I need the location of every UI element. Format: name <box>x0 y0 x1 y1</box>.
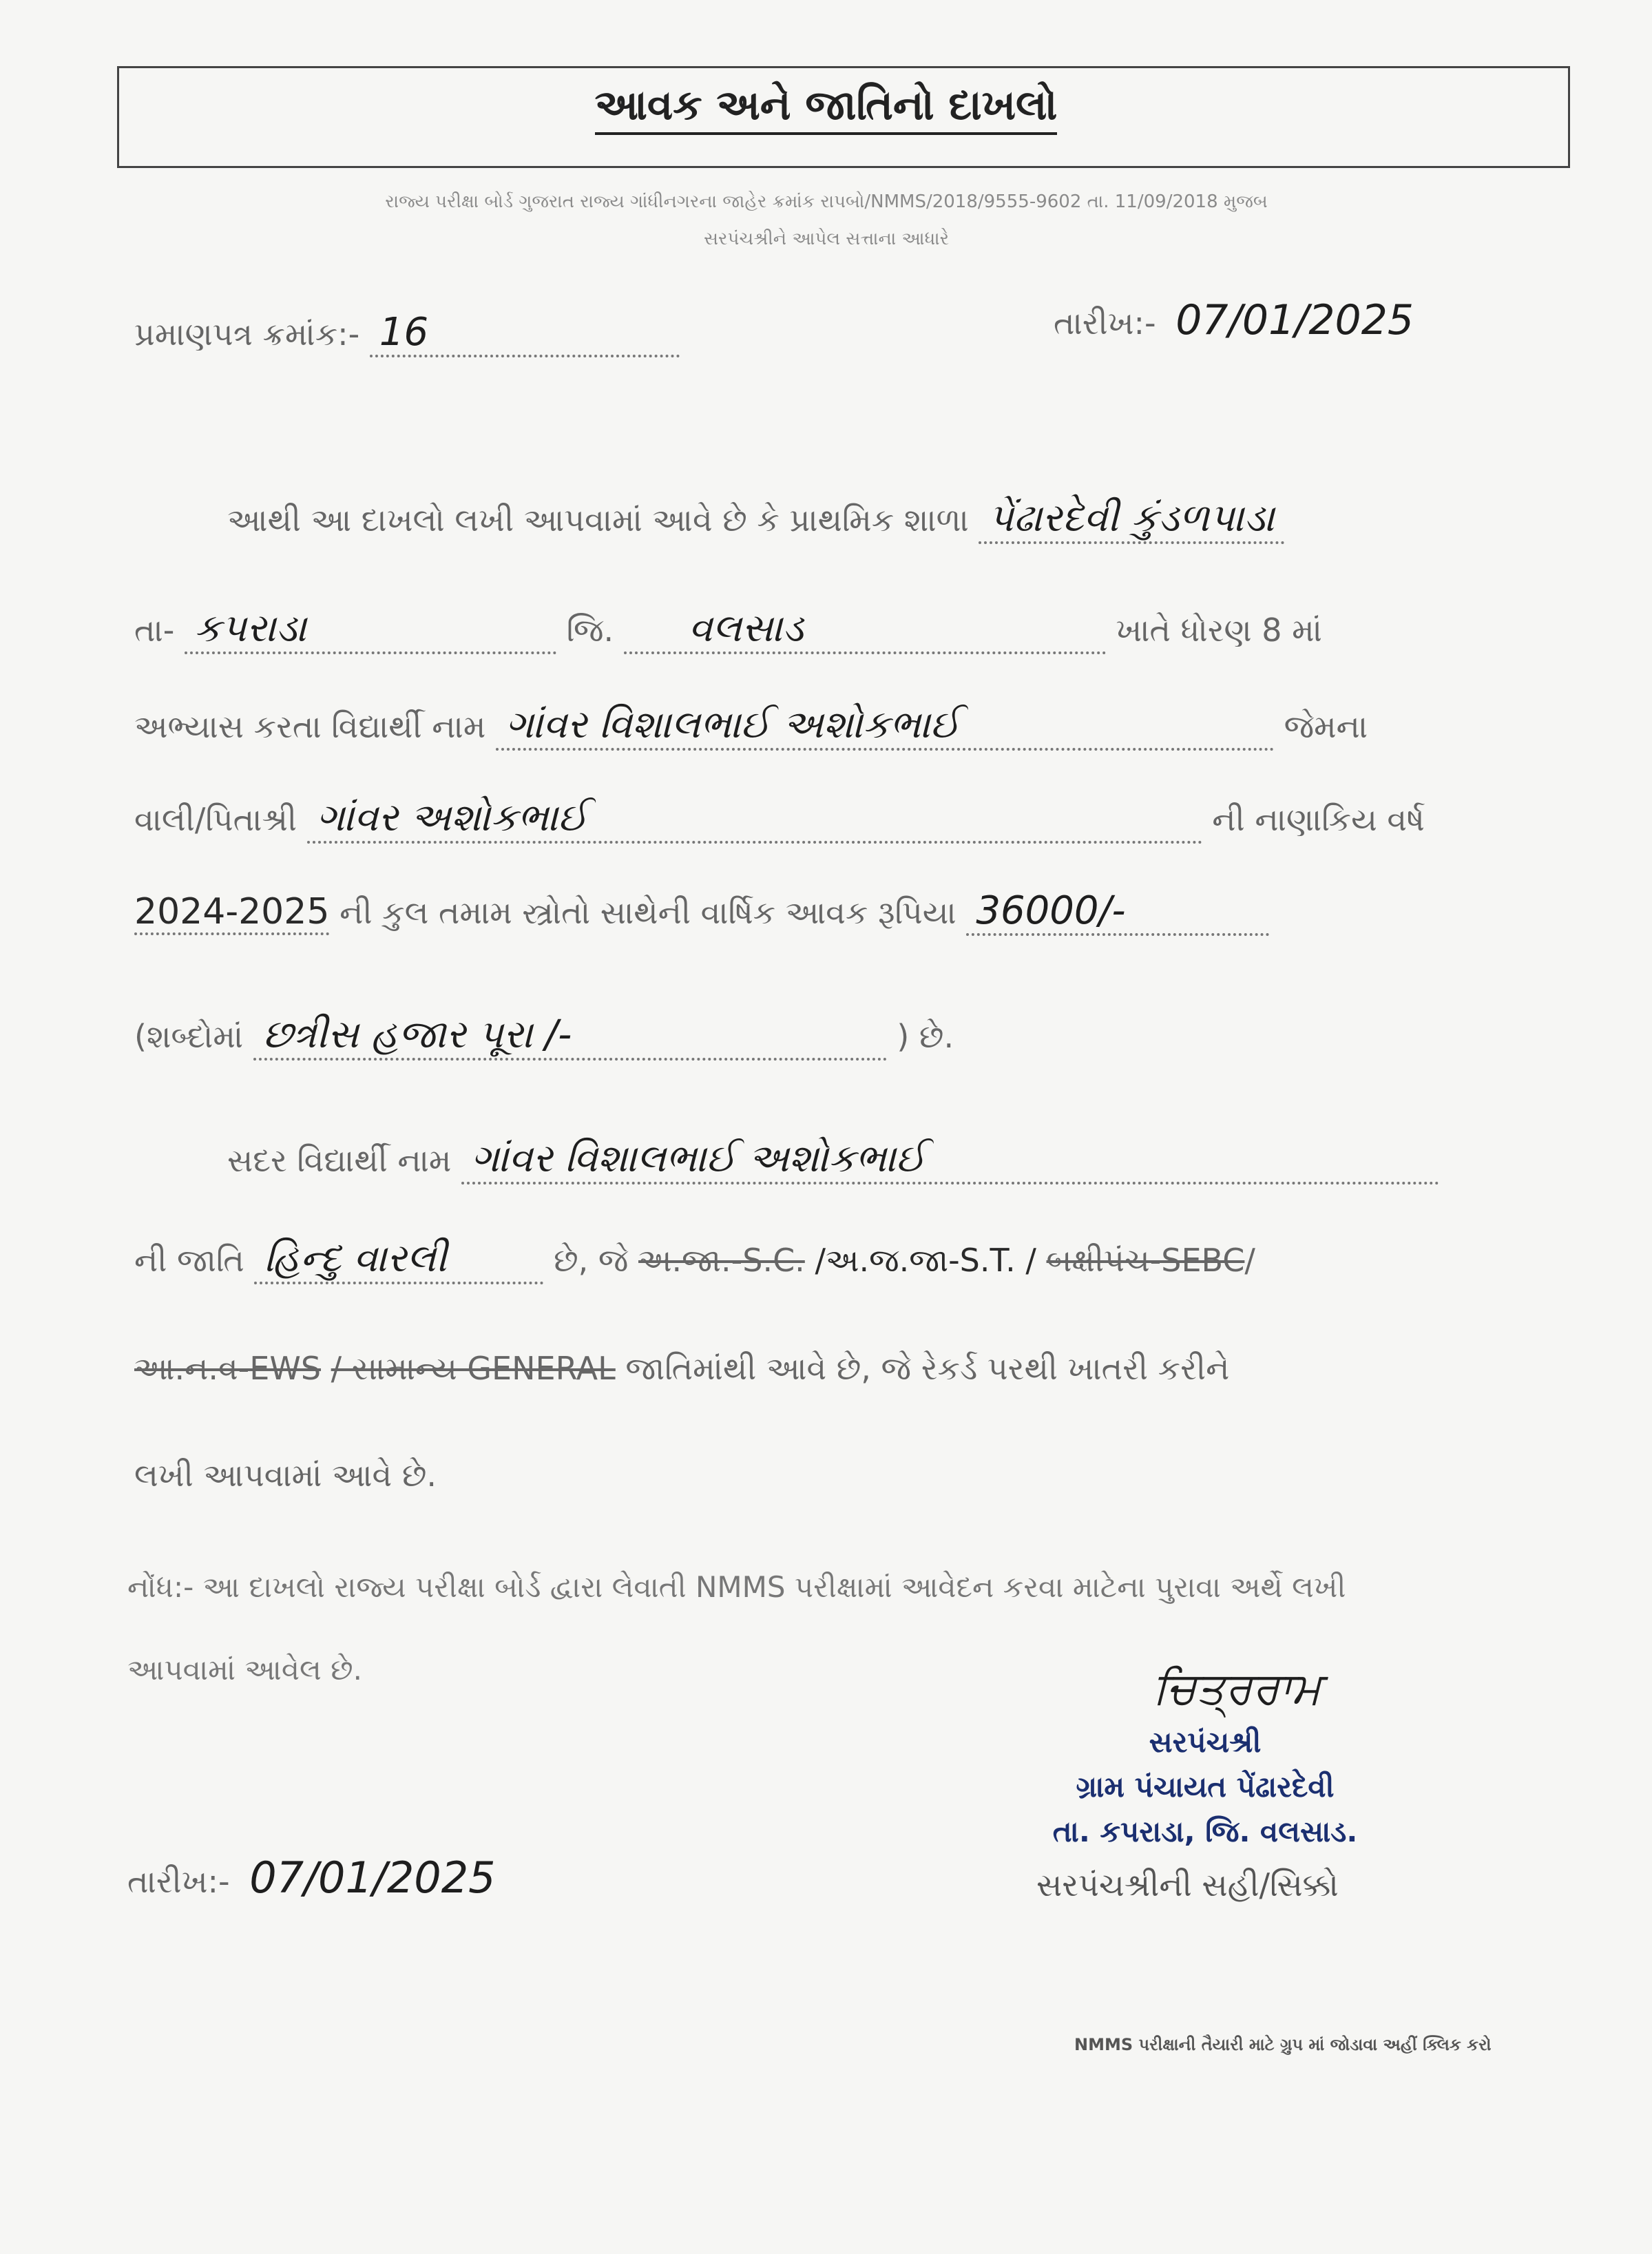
para-line-9 <box>134 1350 1229 1388</box>
footer-date-label: તારીખ:- <box>127 1863 230 1900</box>
certificate-number-row <box>134 310 680 357</box>
para-line-6 <box>134 1012 954 1061</box>
category-sebc: બક્ષીપંચ-SEBC <box>1046 1242 1245 1279</box>
para-line-1 <box>227 496 1284 544</box>
stamp-line-3: તા. કપરાડા, જિ. વલસાડ. <box>1052 1815 1358 1848</box>
standard-text: ખાતે ધોરણ 8 માં <box>1116 612 1322 649</box>
guardian-label: વાલી/પિતાશ્રી <box>134 801 297 838</box>
category-prefix: છે, જે <box>554 1242 629 1279</box>
student-name: ગાંવર વિશાલભાઈ અશોકભાઈ <box>505 702 961 747</box>
para-line-7 <box>227 1136 1439 1185</box>
para-line-5 <box>134 888 1269 936</box>
stamp-line-2: ગ્રામ પંચાયત પેંઢારદેવી <box>1076 1770 1335 1804</box>
income-in-words: છત્રીસ હજાર પૂરા /- <box>262 1012 572 1057</box>
line3-end: જેમના <box>1284 708 1368 745</box>
note-line-2: આપવામાં આવેલ છે. <box>127 1653 362 1687</box>
stamp-line-1: સરપંચશ્રી <box>1149 1725 1262 1759</box>
note-line-1: નોંધ:- આ દાખલો રાજ્ય પરીક્ષા બોર્ડ દ્વારા લેવાતી NMMS પરીક્ષામાં આવેદન કરવા માટેના પુરાવા અર્થે લખી <box>127 1570 1346 1604</box>
footer-group-link[interactable]: NMMS પરીક્ષાની તૈયારી માટે ગ્રુપ માં જોડાવા અહીં ક્લિક કરો <box>1074 2035 1492 2054</box>
category-general: / સામાન્ય GENERAL <box>331 1350 616 1387</box>
taluka-value: કપરાડા <box>194 606 307 651</box>
date-label: તારીખ:- <box>1054 304 1156 342</box>
footer-date-row <box>127 1853 505 1903</box>
district-label: જિ. <box>566 612 614 649</box>
subtitle-line-1: રાજ્ય પરીક્ષા બોર્ડ ગુજરાત રાજ્ય ગાંધીનગરના જાહેર ક્રમાંક રાપબો/NMMS/2018/9555-9602 તા. 11/09/2018 મુજબ <box>385 191 1268 212</box>
date-value: 07/01/2025 <box>1175 296 1414 344</box>
signature-caption: સરપંચશ્રીની સહી/સિક્કો <box>1036 1866 1339 1903</box>
para-line-10: લખી આપવામાં આવે છે. <box>134 1457 437 1494</box>
line5-text: ની કુલ તમામ સ્ત્રોતો સાથેની વાર્ષિક આવક રૂપિયા <box>339 894 956 931</box>
line1-text: આથી આ દાખલો લખી આપવામાં આવે છે કે પ્રાથમિક શાળા <box>227 501 969 539</box>
category-st: /અ.જ.જા-S.T. / <box>815 1242 1036 1279</box>
category-ews: આ.ન.વ-EWS <box>134 1350 322 1387</box>
document-title: આવક અને જાતિનો દાખલો <box>0 81 1652 129</box>
line9-end: જાતિમાંથી આવે છે, જે રેકર્ડ પરથી ખાતરી કરીને <box>625 1350 1230 1387</box>
father-name: ગાંવર અશોકભાઈ <box>316 795 588 840</box>
certificate-number: 16 <box>379 310 429 355</box>
student-name-2: ગાંવર વિશાલભાઈ અશોકભાઈ <box>471 1136 926 1181</box>
caste-label: ની જાતિ <box>134 1242 244 1279</box>
words-end: ) છે. <box>897 1018 954 1055</box>
para-line-2 <box>134 606 1322 654</box>
para-line-3 <box>134 702 1368 751</box>
para-line-4 <box>134 795 1425 844</box>
subtitle-line-2: સરપંચશ્રીને આપેલ સત્તાના આધારે <box>703 229 950 249</box>
line4-end: ની નાણાકિય વર્ષ <box>1212 801 1425 838</box>
para-line-8: ની જાતિ હિન્દુ વારલી છે, જે અ.જા.-S.C. /અ.જ.જા-S.T. / બક્ષીપંચ-SEBC/ <box>134 1236 1255 1284</box>
words-label: (શબ્દોમાં <box>134 1018 244 1055</box>
caste-value: હિન્દુ વારલી <box>264 1236 447 1281</box>
category-sc: અ.જા.-S.C. <box>638 1242 805 1279</box>
line3-text: અભ્યાસ કરતા વિદ્યાર્થી નામ <box>134 708 486 745</box>
certificate-label: પ્રમાણપત્ર ક્રમાંક:- <box>134 315 360 353</box>
footer-date-value: 07/01/2025 <box>249 1853 496 1903</box>
signature: ਚਿਤ੍ਰਰਾਮ <box>1153 1663 1321 1714</box>
financial-year: 2024-2025 <box>134 891 330 932</box>
district-value: વલસાડ <box>688 606 804 651</box>
income-amount: 36000/- <box>976 888 1126 933</box>
taluka-label: તા- <box>134 612 175 649</box>
school-name: પેંઢારદેવી કુંડળપાડા <box>988 496 1275 541</box>
line7-text: સદર વિદ્યાર્થી નામ <box>227 1142 452 1179</box>
date-row <box>1054 296 1423 344</box>
